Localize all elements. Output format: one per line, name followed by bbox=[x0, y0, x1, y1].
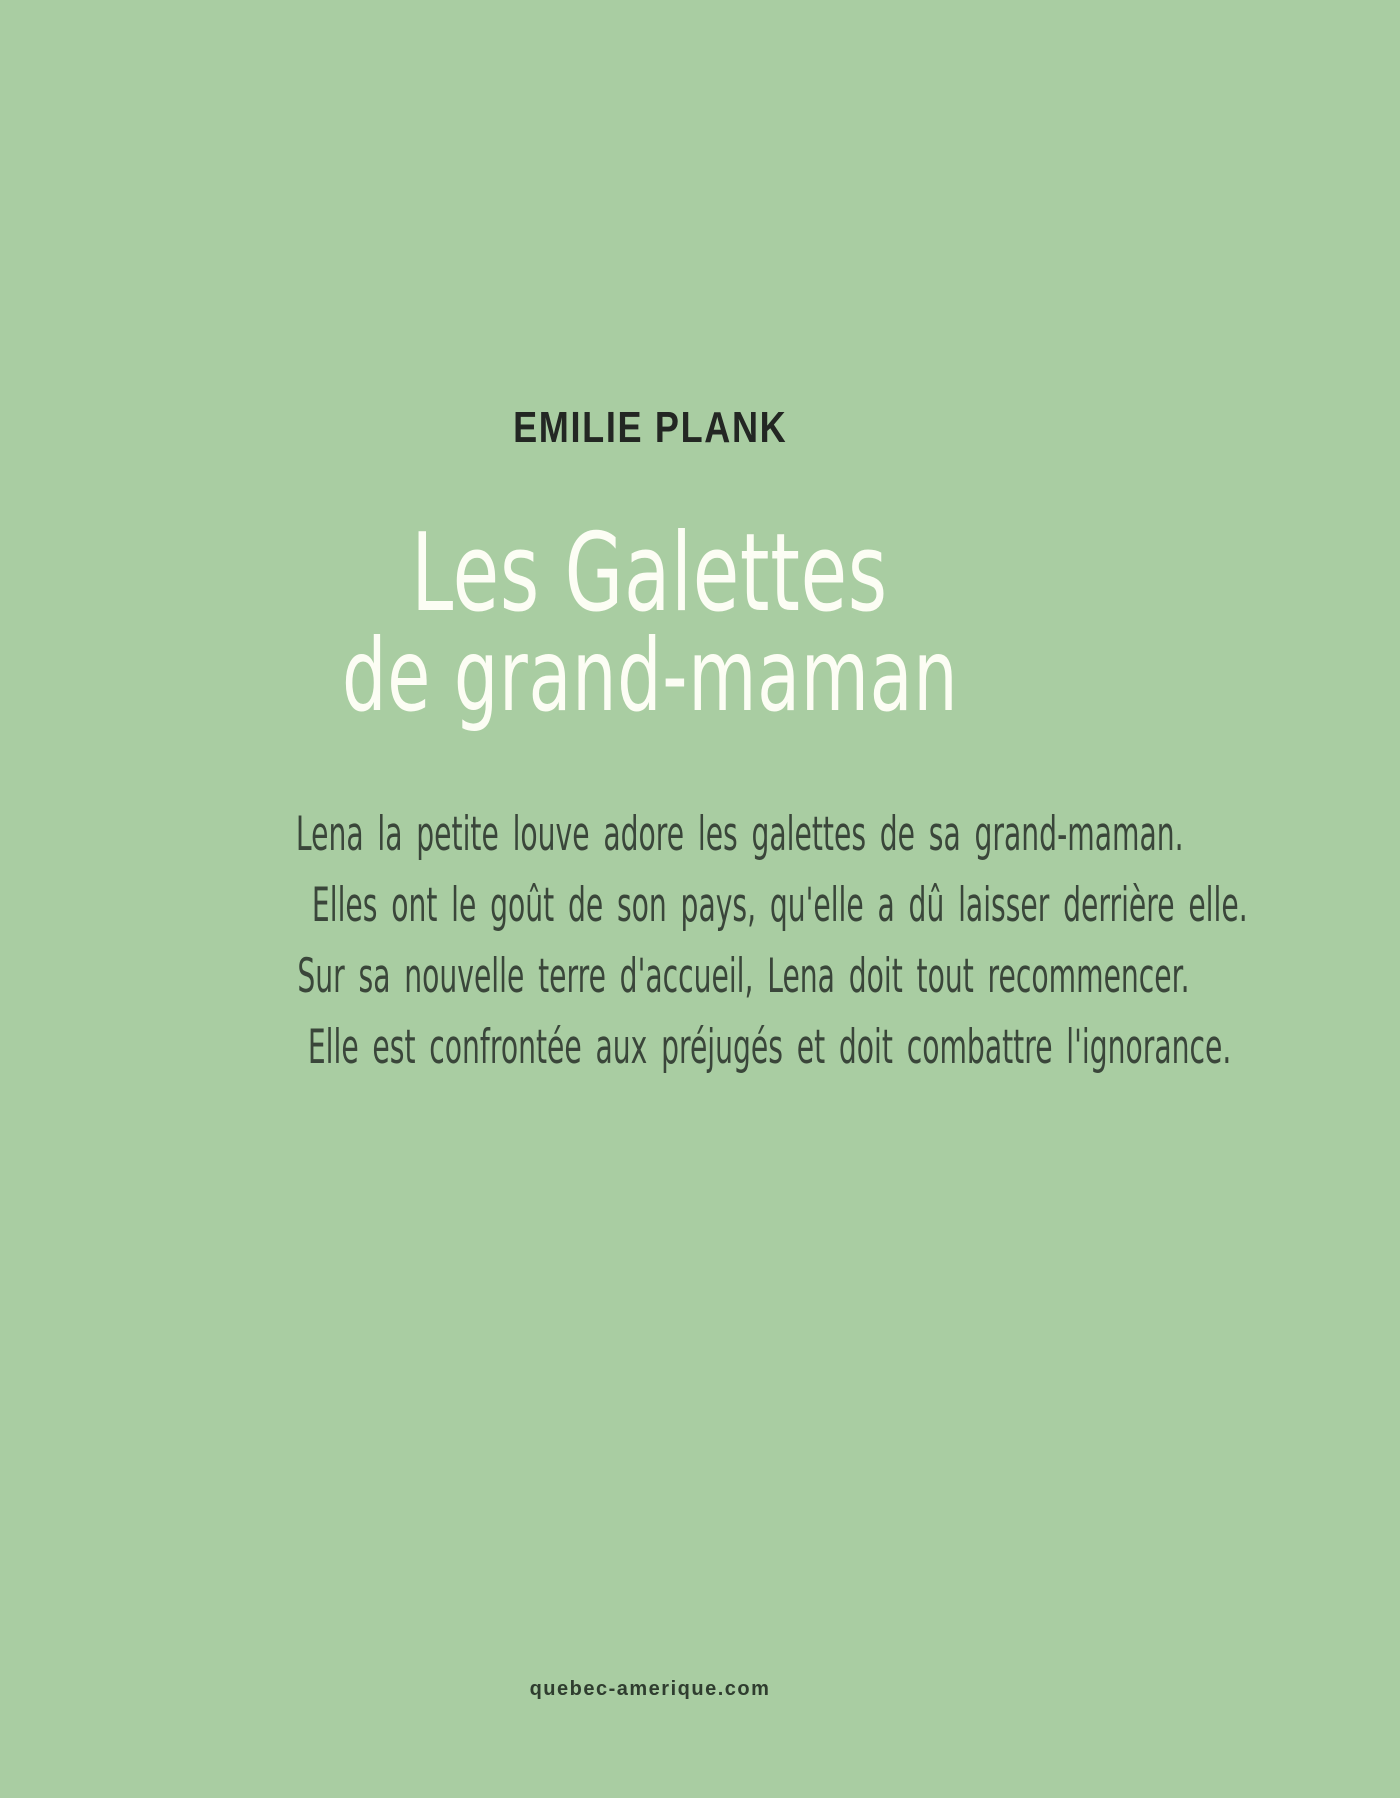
publisher-website: quebec-amerique.com bbox=[529, 1678, 771, 1700]
book-title-line-2-text: de grand-maman bbox=[341, 617, 959, 734]
synopsis-line bbox=[0, 870, 1300, 941]
synopsis-line bbox=[0, 799, 1300, 870]
synopsis-line-4-text: Elle est confrontée aux préjugés et doit combattre l'ignorance. bbox=[307, 1020, 1232, 1075]
book-title-line-1-text: Les Galettes bbox=[411, 511, 889, 636]
author-name bbox=[0, 403, 1300, 452]
synopsis-line-3-text: Sur sa nouvelle terre d'accueil, Lena doit tout recommencer. bbox=[297, 949, 1190, 1004]
book-title-line-1 bbox=[0, 511, 1300, 636]
author-name-text: EMILIE PLANK bbox=[512, 403, 788, 452]
synopsis-line-1-text: Lena la petite louve adore les galettes de sa grand-maman. bbox=[295, 807, 1184, 862]
synopsis-line bbox=[0, 1012, 1300, 1083]
synopsis-line bbox=[0, 941, 1300, 1012]
synopsis-line-2-text: Elles ont le goût de son pays, qu'elle a dû laisser derrière elle. bbox=[311, 878, 1248, 933]
synopsis bbox=[0, 799, 1300, 1083]
book-title-line-2 bbox=[0, 617, 1300, 734]
